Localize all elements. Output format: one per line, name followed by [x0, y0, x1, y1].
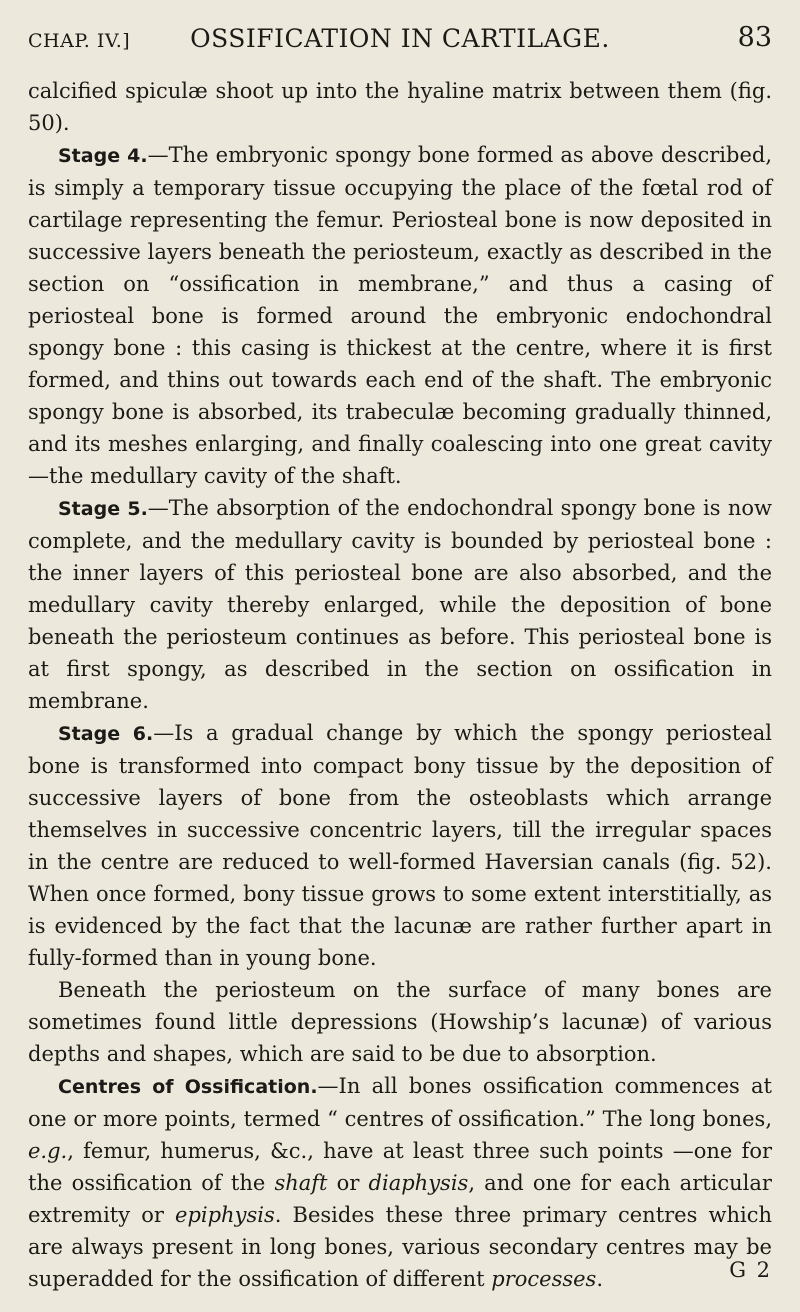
paragraph: [28, 75, 772, 139]
paragraph-lead: Stage 5.: [58, 498, 148, 520]
paragraph-text: —In all bones ossification commences at one or more points, termed “ centres of ossification.” The long bones,: [28, 1074, 772, 1131]
paragraph-text: calcified spiculæ shoot up into the hyaline matrix between them (fig. 50).: [28, 79, 772, 135]
italic-text: e.g.: [28, 1139, 68, 1163]
paragraph-lead: Stage 6.: [58, 723, 154, 745]
italic-text: epiphysis: [175, 1203, 275, 1227]
paragraph: [28, 717, 772, 974]
paragraph-text: . Besides these three primary centres which are always present in long bones, various secondary centres may be superadded for the ossification of different: [28, 1203, 772, 1291]
paragraph-lead: Centres of Ossification.: [58, 1076, 318, 1098]
paragraph: [28, 1070, 772, 1295]
paragraph-text: , femur, humerus, &c., have at least three such points —one for the ossification of the: [28, 1139, 772, 1195]
running-header: [28, 18, 772, 68]
paragraph-text: Beneath the periosteum on the surface of many bones are sometimes found little depressions (Howship’s lacunæ) of various depths and shapes, which are said to be due to absorption.: [28, 978, 772, 1066]
signature-mark: G 2: [729, 1258, 772, 1282]
paragraph-text: .: [596, 1267, 604, 1291]
paragraph-text: —The absorption of the endochondral spongy bone is now complete, and the medullary cavity is bounded by periosteal bone : the inner layers of this periosteal bone are also absorbed, and the medullary cavity thereby enlarged, while the deposition of bone beneath the periosteum continues as before. This periosteal bone is at first spongy, as described in the section on ossification in membrane.: [28, 496, 772, 713]
running-title: OSSIFICATION IN CARTILAGE.: [190, 24, 610, 53]
chapter-label: CHAP. IV.]: [28, 30, 131, 52]
page-number: 83: [737, 22, 772, 53]
paragraph-text: or: [327, 1171, 369, 1195]
page-body: [28, 75, 772, 1295]
italic-text: shaft: [274, 1171, 328, 1195]
italic-text: diaphysis: [368, 1171, 469, 1195]
paragraph-lead: Stage 4.: [58, 145, 148, 167]
paragraph: [28, 492, 772, 717]
paragraph: [28, 139, 772, 492]
paragraph-text: —The embryonic spongy bone formed as above described, is simply a temporary tissue occupying the place of the fœtal rod of cartilage representing the femur. Periosteal bone is now deposited in successive layers beneath the periosteum, exactly as described in the section on “ossification in membrane,” and thus a casing of periosteal bone is formed around the embryonic endochondral spongy bone : this casing is thickest at the centre, where it is first formed, and thins out towards each end of the shaft. The embryonic spongy bone is absorbed, its trabeculæ becoming gradually thinned, and its meshes enlarging, and finally coalescing into one great cavity—the medullary cavity of the shaft.: [28, 143, 772, 488]
paragraph-text: —Is a gradual change by which the spongy periosteal bone is transformed into compact bony tissue by the deposition of successive layers of bone from the osteoblasts which arrange themselves in successive concentric layers, till the irregular spaces in the centre are reduced to well-formed Haversian canals (fig. 52). When once formed, bony tissue grows to some extent interstitially, as is evidenced by the fact that the lacunæ are rather further apart in fully-formed than in young bone.: [28, 721, 772, 970]
paragraph-text: , and one for each articular extremity or: [28, 1171, 772, 1227]
paragraph: [28, 974, 772, 1070]
italic-text: processes: [491, 1267, 597, 1291]
